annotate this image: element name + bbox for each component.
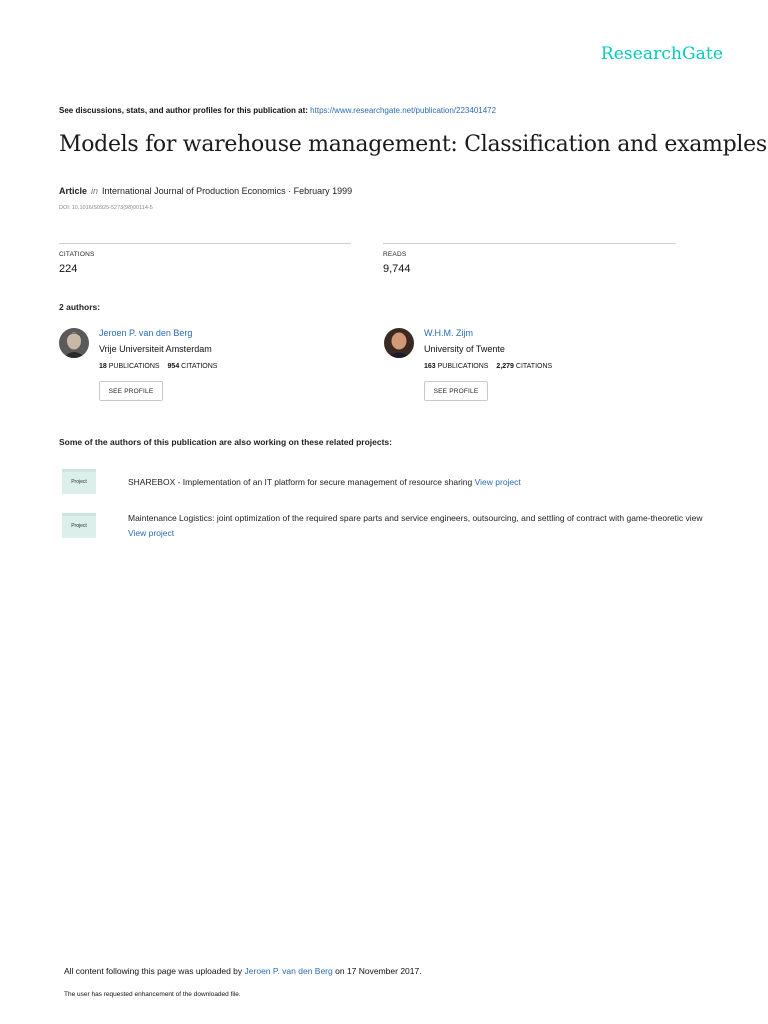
author-name-link[interactable]: W.H.M. Zijm bbox=[424, 328, 473, 338]
author-institution: Vrije Universiteit Amsterdam bbox=[99, 344, 212, 354]
see-profile-button[interactable]: SEE PROFILE bbox=[99, 381, 163, 401]
project-text: SHAREBOX - Implementation of an IT platform for secure management of resource sharing bbox=[128, 477, 473, 487]
see-profile-button[interactable]: SEE PROFILE bbox=[424, 381, 488, 401]
upload-info bbox=[64, 966, 422, 976]
project-icon-label: Project bbox=[71, 479, 87, 485]
enhancement-note: The user has requested enhancement of the downloaded file. bbox=[64, 991, 241, 998]
project-text: Maintenance Logistics: joint optimization of the required spare parts and service engineers, outsourcing, and settling of contract with game-theoretic view bbox=[128, 513, 703, 523]
authors-heading: 2 authors: bbox=[59, 302, 101, 312]
project-icon-tab bbox=[62, 469, 96, 472]
divider bbox=[383, 243, 676, 244]
article-info bbox=[59, 186, 352, 196]
upload-suffix: on 17 November 2017. bbox=[335, 966, 422, 976]
view-project-link[interactable]: View project bbox=[474, 477, 521, 487]
see-discussions-text: See discussions, stats, and author profiles for this publication at: bbox=[59, 106, 308, 115]
citations-label: CITATIONS bbox=[59, 251, 95, 258]
reads-label: READS bbox=[383, 251, 407, 258]
author-name-link[interactable]: Jeroen P. van den Berg bbox=[99, 328, 193, 338]
project-icon-label: Project bbox=[71, 523, 87, 529]
publications-count: 18 bbox=[99, 363, 107, 370]
publication-title: Models for warehouse management: Classification and examples bbox=[59, 132, 767, 157]
avatar[interactable] bbox=[384, 328, 414, 358]
citations-label: CITATIONS bbox=[181, 363, 218, 370]
author-institution: University of Twente bbox=[424, 344, 505, 354]
project-icon[interactable] bbox=[62, 516, 96, 538]
publications-label: PUBLICATIONS bbox=[437, 363, 489, 370]
reads-value: 9,744 bbox=[383, 263, 411, 275]
citations-count: 954 bbox=[167, 363, 180, 370]
citations-value: 224 bbox=[59, 263, 78, 275]
citations-label: CITATIONS bbox=[515, 363, 553, 370]
project-icon[interactable] bbox=[62, 472, 96, 494]
author-stats bbox=[424, 363, 552, 370]
publications-count: 163 bbox=[424, 363, 436, 370]
upload-prefix: All content following this page was uploaded by bbox=[64, 966, 243, 976]
journal-info: International Journal of Production Economics · February 1999 bbox=[102, 186, 353, 196]
article-type: Article bbox=[59, 186, 88, 196]
publication-url-link[interactable]: https://www.researchgate.net/publication/223401472 bbox=[310, 106, 497, 115]
uploader-link[interactable]: Jeroen P. van den Berg bbox=[244, 966, 333, 976]
project-item bbox=[128, 511, 718, 541]
citations-count: 2,279 bbox=[496, 363, 514, 370]
publications-label: PUBLICATIONS bbox=[108, 363, 160, 370]
project-item bbox=[128, 475, 718, 490]
see-discussions-line bbox=[59, 106, 496, 115]
view-project-link[interactable]: View project bbox=[128, 528, 175, 538]
avatar[interactable] bbox=[59, 328, 89, 358]
author-stats bbox=[99, 363, 217, 370]
researchgate-logo[interactable]: ResearchGate bbox=[600, 44, 723, 64]
related-projects-heading: Some of the authors of this publication are also working on these related projects: bbox=[59, 437, 392, 447]
doi: DOI: 10.1016/S0925-5273(98)00114-5 bbox=[59, 205, 153, 211]
project-icon-tab bbox=[62, 513, 96, 516]
divider bbox=[59, 243, 351, 244]
article-in: in bbox=[91, 186, 99, 196]
